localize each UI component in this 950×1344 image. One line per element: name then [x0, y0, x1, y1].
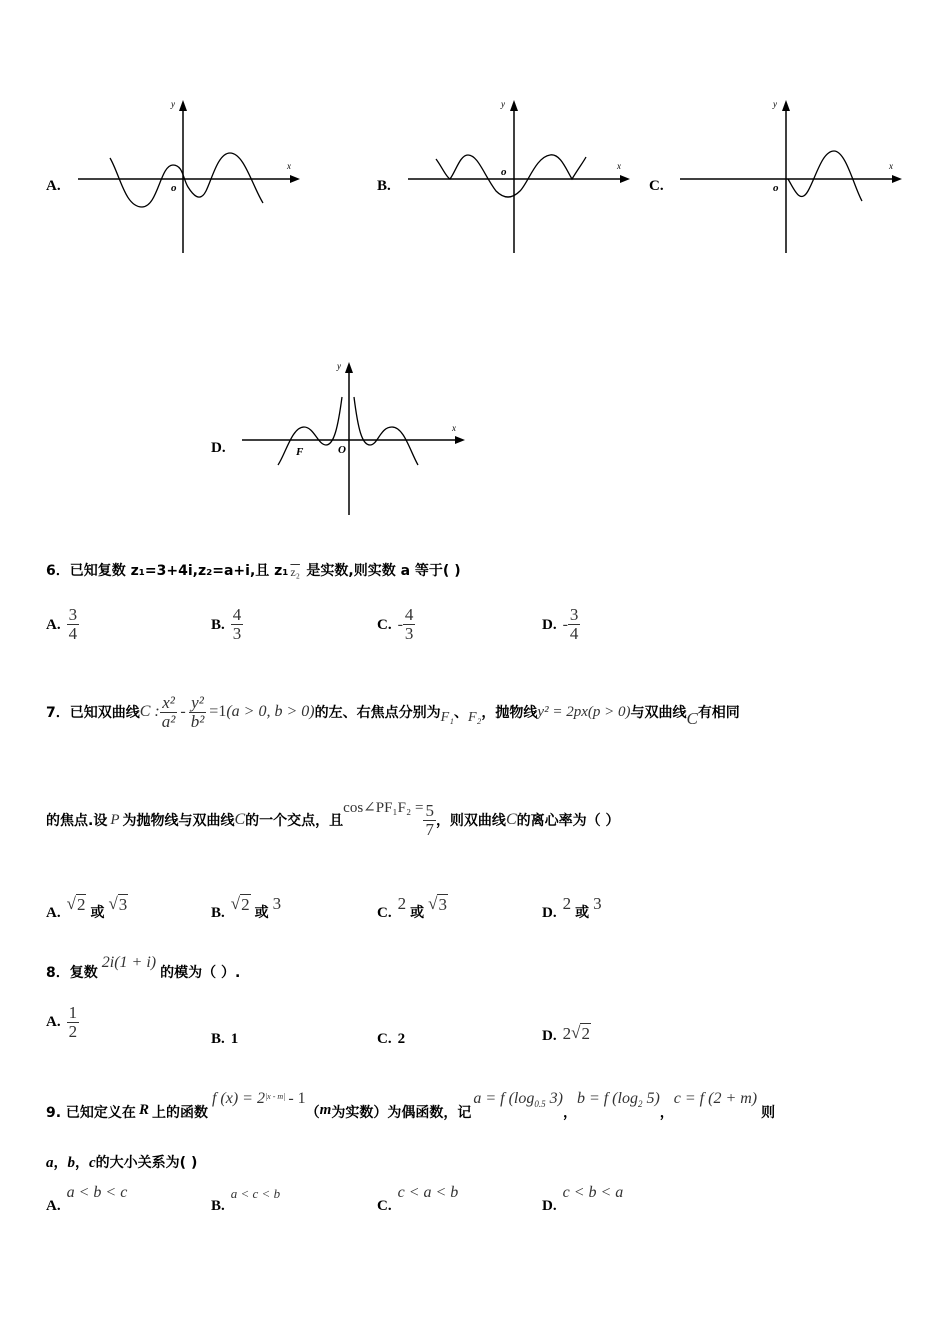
option-sqrt: √ 2: [66, 893, 86, 914]
option-fraction: $\frac{3}{4}$: [68, 605, 78, 643]
y-axis-label: y: [171, 99, 175, 109]
option-value: 2: [562, 894, 572, 913]
option-key: B.: [211, 1031, 225, 1047]
option-key: A.: [46, 1198, 61, 1214]
option-value: 2: [397, 1031, 406, 1047]
option-value: c < b < a: [562, 1184, 624, 1201]
x-axis-arrow: [620, 175, 630, 183]
question-9-line-2: [46, 1152, 197, 1172]
q9-func: f (x) = 2: [211, 1090, 265, 1107]
q9-line2-b: b: [67, 1155, 75, 1171]
question-7-line-1: [46, 694, 740, 731]
option-key: D.: [542, 904, 557, 921]
q9-line2-a: a: [46, 1155, 54, 1171]
y-axis-arrow: [345, 362, 353, 373]
graph-option-c-label: C.: [649, 178, 664, 194]
option-key: C.: [377, 616, 392, 633]
q7-c-end: C: [686, 709, 698, 729]
q7-p: P: [110, 811, 120, 828]
option-value: a < c < b: [230, 1186, 281, 1201]
option-value: 1: [230, 1031, 239, 1047]
graph-d: [234, 357, 474, 522]
y-axis-label: y: [501, 99, 505, 109]
q7-line2-mid: 为抛物线与双曲线: [122, 813, 235, 830]
q7-c3: C: [505, 811, 517, 829]
origin-label: o: [501, 166, 507, 178]
option-fraction: $\frac{4}{3}$: [232, 605, 242, 643]
q8-option-a[interactable]: [46, 1004, 79, 1041]
q7-end: 与双曲线: [630, 705, 687, 722]
option-key: B.: [211, 616, 225, 633]
option-sqrt: √ 2: [571, 1023, 590, 1043]
q9-option-d[interactable]: [542, 1184, 623, 1215]
q9-paren-open: （: [305, 1105, 320, 1121]
option-value: c < a < b: [397, 1184, 459, 1201]
origin-label: o: [773, 182, 779, 194]
q7-option-c[interactable]: [377, 886, 448, 922]
q9-line2-c: c: [89, 1155, 96, 1171]
q7-option-d[interactable]: [542, 886, 602, 922]
q9-b-def: b = f ($\log_2$ 5): [576, 1090, 660, 1110]
q9-paren-text: 为实数）为偶函数，记: [331, 1105, 472, 1121]
q7-sep: 、: [454, 705, 468, 722]
q7-f2: F₂: [468, 710, 482, 726]
q9-line2-comma2: ，: [75, 1155, 89, 1171]
q8-option-d[interactable]: [542, 1022, 591, 1045]
option-value: 2: [397, 894, 407, 913]
q7-mid2: ，抛物线: [481, 705, 538, 722]
option-sqrt: √ 3: [108, 893, 128, 914]
q7-tail: 有相同: [697, 705, 740, 722]
q9-a-def: a = f ($\log_{0.5}$ 3): [473, 1090, 563, 1110]
q9-mid1: 上的函数: [151, 1105, 208, 1121]
q6-stem: 6．已知复数 z₁=3+4i,z₂=a+i,且 z₁: [46, 563, 289, 579]
q9-exp: |x - m|: [264, 1092, 286, 1101]
q9-pre: 9. 已知定义在: [46, 1105, 136, 1121]
option-fraction: $\frac{1}{2}$: [68, 1003, 78, 1041]
q6-option-c[interactable]: [377, 606, 415, 643]
option-key: D.: [542, 616, 557, 633]
origin-label: O: [338, 444, 346, 456]
question-8: [46, 944, 240, 982]
q7-hyperbola-c: C :: [139, 703, 160, 721]
x-axis-arrow: [290, 175, 300, 183]
graph-option-a-label: A.: [46, 178, 61, 194]
option-sqrt: √ 2: [230, 893, 250, 914]
curve-d-right: [354, 397, 418, 465]
q6-option-a[interactable]: [46, 606, 79, 643]
q7-condition: (a > 0, b > 0): [226, 703, 315, 721]
x-axis-label: x: [287, 161, 291, 171]
option-key: C.: [377, 1198, 392, 1214]
graph-a: [70, 95, 310, 260]
q8-expr: 2i(1 + i): [101, 954, 157, 971]
curve-c: [788, 151, 862, 201]
q6-tail: 是实数,则实数 a 等于( ): [306, 563, 461, 579]
question-6: 6．已知复数 z₁=3+4i,z₂=a+i,且 z₁ z₂ 是实数,则实数 a 等于( ): [46, 563, 461, 579]
option-fraction: $\frac{3}{4}$: [569, 605, 579, 643]
q7-line2-pre: 的焦点.设: [46, 813, 108, 830]
option-key: D.: [542, 1028, 557, 1044]
q7-frac-y: $\frac{\text{y²}}{\text{b²}}$: [190, 693, 205, 731]
q9-option-b[interactable]: [211, 1186, 280, 1215]
q6-option-d[interactable]: [542, 606, 580, 643]
q9-r: R: [138, 1102, 149, 1118]
y-axis-label: y: [337, 361, 341, 371]
q7-eq1: =1: [209, 703, 227, 721]
q7-option-b[interactable]: [211, 886, 281, 922]
point-f-label: F: [296, 446, 304, 458]
option-key: B.: [211, 904, 225, 921]
graph-b: [400, 95, 640, 260]
option-value: 3: [272, 894, 282, 913]
option-key: C.: [377, 904, 392, 921]
option-or: 或: [90, 905, 105, 921]
q9-func-tail: - 1: [288, 1090, 306, 1107]
x-axis-label: x: [452, 423, 456, 433]
q7-f1: F₁: [440, 710, 454, 726]
option-value: 3: [593, 894, 602, 913]
q9-m: m: [319, 1102, 332, 1118]
option-sign: -: [397, 615, 403, 633]
x-axis-arrow: [892, 175, 902, 183]
q7-line2-mid2: 的一个交点，且: [245, 813, 344, 830]
q7-pre: 7．已知双曲线: [46, 705, 140, 722]
option-key: B.: [211, 1198, 225, 1214]
graph-c: [672, 95, 912, 260]
y-axis-arrow: [510, 100, 518, 111]
option-value: a < b < c: [66, 1184, 128, 1201]
y-axis-label: y: [773, 99, 777, 109]
question-7-line-2: [46, 799, 620, 839]
option-key: C.: [377, 1031, 392, 1047]
q9-end1: 则: [761, 1105, 776, 1121]
q8-option-c[interactable]: [377, 1028, 405, 1048]
q6-option-b[interactable]: [211, 606, 243, 643]
y-axis-arrow: [782, 100, 790, 111]
option-sqrt: √ 3: [428, 893, 447, 914]
option-key: A.: [46, 904, 61, 921]
q8-option-b[interactable]: [211, 1028, 238, 1048]
curve-a: [110, 153, 263, 207]
graph-option-b-label: B.: [377, 178, 391, 194]
y-axis-arrow: [179, 100, 187, 111]
q9-line2-comma1: ，: [53, 1155, 68, 1171]
q9-c-def: c = f (2 + m): [673, 1090, 758, 1107]
q7-option-a[interactable]: [46, 886, 128, 922]
q7-minus: -: [180, 703, 186, 721]
option-or: 或: [575, 905, 590, 921]
q9-line2-end: 的大小关系为( ): [95, 1155, 198, 1171]
option-sign: -: [562, 615, 568, 633]
option-key: A.: [46, 1013, 61, 1030]
q7-cos-frac: $\frac{5}{7}$: [425, 801, 434, 839]
q8-post: 的模为（ ）.: [160, 965, 241, 981]
q8-pre: 8．复数: [46, 965, 98, 981]
x-axis-label: x: [617, 161, 621, 171]
curve-d-left: [278, 397, 342, 465]
q7-c2: C: [234, 811, 246, 829]
q7-line2-mid3: ，则双曲线: [435, 813, 506, 830]
q7-line2-end: 的离心率为（ ）: [516, 813, 620, 830]
q9-comma2: ，: [659, 1105, 674, 1121]
q9-option-a[interactable]: [46, 1184, 127, 1215]
option-fraction: $\frac{4}{3}$: [404, 605, 414, 643]
q9-comma1: ，: [562, 1105, 577, 1121]
option-or: 或: [254, 905, 269, 921]
curve-b: [436, 155, 586, 197]
x-axis-arrow: [455, 436, 465, 444]
x-axis-label: x: [889, 161, 893, 171]
option-or: 或: [410, 905, 425, 921]
q7-cos: cos∠PF₁F₂ =: [343, 799, 424, 816]
origin-label: o: [171, 182, 177, 194]
graph-option-d-label: D.: [211, 440, 226, 456]
q7-mid: 的左、右焦点分别为: [314, 705, 441, 722]
q9-option-c[interactable]: [377, 1184, 458, 1215]
option-key: D.: [542, 1198, 557, 1214]
option-coef: 2: [562, 1023, 572, 1043]
question-9-line-1: [46, 1090, 775, 1122]
q7-parabola: y² = 2px(p > 0): [537, 703, 631, 720]
option-key: A.: [46, 616, 61, 633]
q7-frac-x: $\frac{\text{x²}}{\text{a²}}$: [161, 693, 176, 731]
